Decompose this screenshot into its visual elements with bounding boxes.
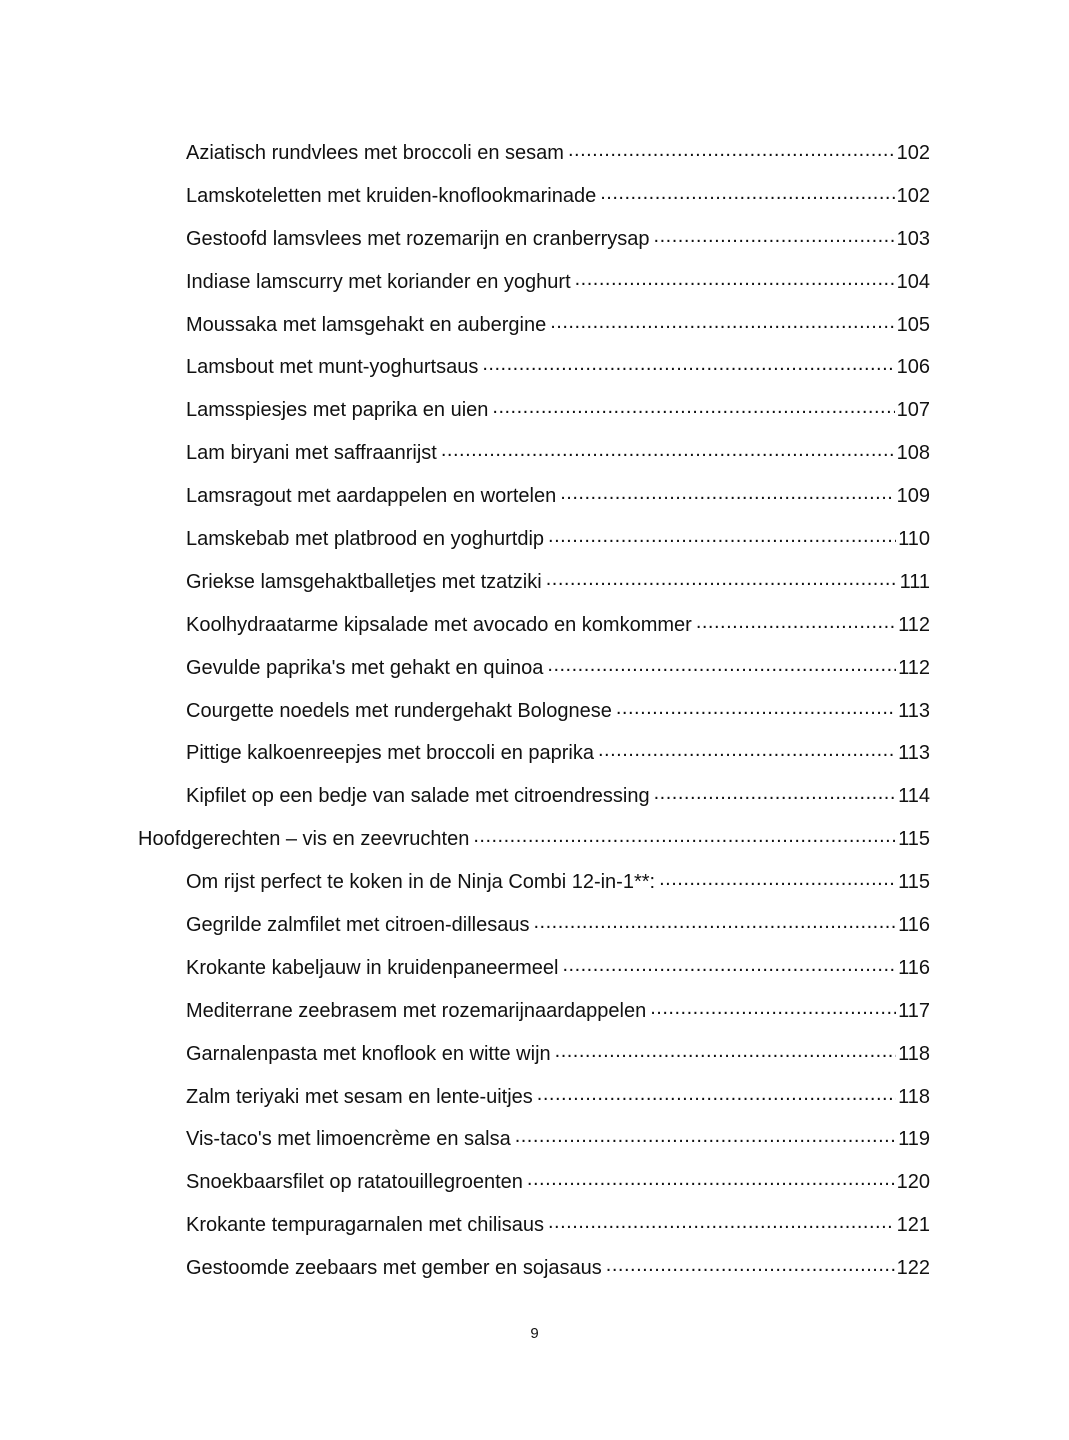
toc-entry-page-number: 118 [898,1042,930,1065]
toc-entry-title: Koolhydraatarme kipsalade met avocado en komkommer [186,613,692,636]
toc-entry-title: Lamskoteletten met kruiden-knoflookmarinade [186,184,597,207]
toc-entry-title: Pittige kalkoenreepjes met broccoli en paprika [186,742,594,765]
toc-entry-title: Gestoomde zeebaars met gember en sojasaus [186,1257,602,1280]
toc-entry[interactable] [138,432,930,475]
toc-entry-page-number: 115 [898,871,930,894]
toc-entry[interactable] [138,175,930,218]
toc-entry[interactable] [138,218,930,261]
toc-entry-page-number: 102 [896,184,930,207]
toc-entry[interactable] [138,1204,930,1247]
toc-entry-page-number: 119 [898,1128,930,1151]
toc-dot-leader [492,396,894,416]
toc-entry-page-number: 122 [896,1257,930,1280]
toc-entry-page-number: 120 [896,1171,930,1194]
toc-entry-title: Griekse lamsgehaktballetjes met tzatziki [186,570,542,593]
toc-entry-page-number: 111 [899,570,930,593]
toc-dot-leader [659,868,896,888]
toc-entry-title: Garnalenpasta met knoflook en witte wijn [186,1042,551,1065]
toc-entry-page-number: 103 [896,227,930,250]
toc-entry-title: Moussaka met lamsgehakt en aubergine [186,313,547,336]
toc-dot-leader [650,997,896,1017]
toc-entry-title: Lam biryani met saffraanrijst [186,442,437,465]
toc-dot-leader [555,1040,896,1060]
toc-dot-leader [441,439,895,459]
toc-dot-leader [537,1083,896,1103]
toc-entry-title: Mediterrane zeebrasem met rozemarijnaardappelen [186,999,647,1022]
toc-entry-title: Om rijst perfect te koken in de Ninja Combi 12-in-1**: [186,871,656,894]
toc-dot-leader [547,654,896,674]
toc-entry-page-number: 112 [898,613,930,636]
toc-dot-leader [598,739,896,759]
toc-entry-page-number: 121 [896,1214,930,1237]
table-of-contents [138,132,930,1290]
toc-dot-leader [606,1254,895,1274]
toc-entry[interactable] [138,1247,930,1290]
toc-dot-leader [654,225,895,245]
toc-entry-title: Krokante kabeljauw in kruidenpaneermeel [186,956,559,979]
toc-entry[interactable] [138,389,930,432]
toc-entry-page-number: 113 [898,699,930,722]
toc-entry[interactable] [138,990,930,1033]
toc-entry[interactable] [138,1118,930,1161]
toc-dot-leader [562,954,896,974]
toc-dot-leader [546,568,898,588]
toc-entry-page-number: 107 [896,399,930,422]
toc-entry-title: Lamsspiesjes met paprika en uien [186,399,489,422]
toc-entry[interactable] [138,861,930,904]
toc-entry-title: Zalm teriyaki met sesam en lente-uitjes [186,1085,533,1108]
toc-entry[interactable] [138,947,930,990]
toc-entry[interactable] [138,904,930,947]
toc-entry-page-number: 118 [898,1085,930,1108]
toc-entry[interactable] [138,732,930,775]
toc-entry-page-number: 116 [898,956,930,979]
toc-entry-page-number: 112 [898,656,930,679]
toc-entry[interactable] [138,261,930,304]
toc-entry-page-number: 105 [896,313,930,336]
toc-entry-page-number: 104 [896,270,930,293]
toc-entry-title: Hoofdgerechten – vis en zeevruchten [138,828,470,851]
toc-entry-title: Lamsragout met aardappelen en wortelen [186,485,557,508]
toc-entry-page-number: 116 [898,914,930,937]
toc-dot-leader [550,311,894,331]
toc-entry[interactable] [138,518,930,561]
toc-entry-page-number: 114 [898,785,930,808]
toc-section-entry[interactable] [138,818,930,861]
toc-dot-leader [560,482,894,502]
toc-entry[interactable] [138,604,930,647]
toc-dot-leader [616,697,896,717]
toc-dot-leader [473,825,896,845]
toc-dot-leader [548,1211,895,1231]
toc-entry-title: Courgette noedels met rundergehakt Bolognese [186,699,612,722]
toc-entry-title: Vis-taco's met limoencrème en salsa [186,1128,511,1151]
toc-entry[interactable] [138,346,930,389]
toc-entry-title: Krokante tempuragarnalen met chilisaus [186,1214,544,1237]
toc-entry-page-number: 110 [898,528,930,551]
toc-dot-leader [654,782,896,802]
toc-dot-leader [515,1125,896,1145]
toc-entry[interactable] [138,1076,930,1119]
toc-entry[interactable] [138,647,930,690]
toc-entry-page-number: 115 [898,828,930,851]
toc-entry[interactable] [138,690,930,733]
toc-dot-leader [548,525,896,545]
toc-dot-leader [482,353,894,373]
toc-entry-title: Lamskebab met platbrood en yoghurtdip [186,528,545,551]
page-number: 9 [530,1325,539,1342]
toc-entry[interactable] [138,1161,930,1204]
toc-dot-leader [533,911,896,931]
toc-entry[interactable] [138,475,930,518]
toc-entry[interactable] [138,775,930,818]
toc-entry[interactable] [138,132,930,175]
toc-entry-title: Aziatisch rundvlees met broccoli en sesam [186,142,564,164]
toc-entry-title: Lamsbout met munt-yoghurtsaus [186,356,479,379]
toc-entry-page-number: 117 [898,999,930,1022]
toc-entry[interactable] [138,304,930,347]
toc-entry-title: Gevulde paprika's met gehakt en quinoa [186,656,544,679]
toc-entry-page-number: 109 [896,485,930,508]
toc-dot-leader [527,1168,895,1188]
toc-entry[interactable] [138,561,930,604]
toc-entry-title: Gestoofd lamsvlees met rozemarijn en cranberrysap [186,227,650,250]
toc-dot-leader [575,268,895,288]
toc-entry-page-number: 113 [898,742,930,765]
toc-entry[interactable] [138,1033,930,1076]
toc-dot-leader [568,139,895,159]
toc-entry-title: Snoekbaarsfilet op ratatouillegroenten [186,1171,523,1194]
toc-entry-title: Kipfilet op een bedje van salade met citroendressing [186,785,650,808]
toc-dot-leader [600,182,894,202]
toc-entry-title: Indiase lamscurry met koriander en yoghurt [186,270,571,293]
toc-entry-page-number: 106 [896,356,930,379]
toc-dot-leader [696,611,896,631]
toc-entry-page-number: 102 [896,142,930,164]
toc-entry-title: Gegrilde zalmfilet met citroen-dillesaus [186,914,530,937]
toc-entry-page-number: 108 [896,442,930,465]
